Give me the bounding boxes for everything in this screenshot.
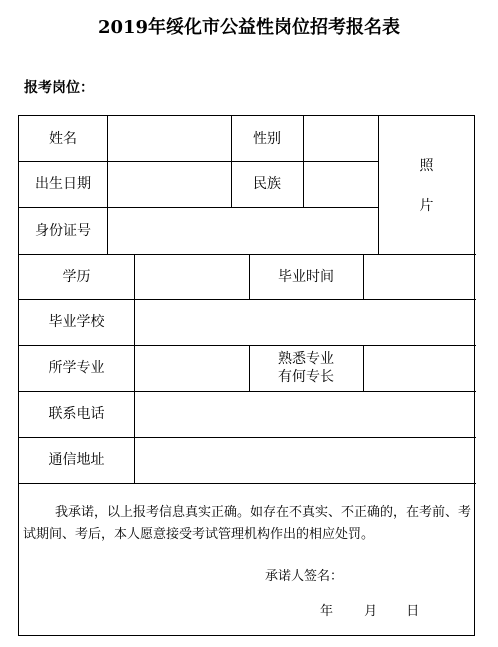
date-year: 年 — [320, 604, 334, 619]
signer-label: 承诺人签名： — [265, 569, 344, 584]
row-divider — [19, 483, 476, 484]
photo-label-1: 照 — [419, 158, 434, 174]
date-month: 月 — [364, 604, 378, 619]
col-divider — [107, 116, 108, 254]
label-graduation-time: 毕业时间 — [278, 268, 334, 285]
signature-date — [320, 600, 419, 619]
col-divider — [134, 254, 135, 483]
label-education: 学历 — [62, 268, 91, 285]
label-major: 所学专业 — [48, 360, 105, 376]
label-familiar-major-line1: 熟悉专业 — [278, 351, 334, 367]
col-divider — [303, 116, 304, 207]
label-phone: 联系电话 — [48, 406, 105, 422]
label-familiar-major — [249, 345, 363, 391]
col-divider — [363, 254, 364, 299]
label-birth-date: 出生日期 — [35, 176, 91, 192]
label-name: 姓名 — [49, 130, 77, 147]
pledge-paragraph: 我承诺，以上报考信息真实正确。如存在不真实、不正确的，在考前、考试期间、考后，本人愿意接受考试管理机构作出的相应处罚。 — [23, 505, 472, 542]
label-ethnicity: 民族 — [253, 176, 281, 192]
label-familiar-major-line2: 有何专长 — [278, 369, 334, 385]
label-gender: 性别 — [253, 130, 281, 147]
pledge-text — [23, 502, 471, 546]
label-school: 毕业学校 — [48, 314, 105, 330]
label-address: 通信地址 — [48, 452, 105, 468]
photo-box — [378, 116, 475, 254]
applied-position-label: 报考岗位： — [24, 80, 94, 96]
photo-label-2: 片 — [419, 198, 434, 214]
date-day: 日 — [406, 604, 420, 619]
col-divider — [363, 345, 364, 391]
label-id-number: 身份证号 — [35, 222, 91, 239]
page-title: 2019年绥化市公益性岗位招考报名表 — [97, 17, 401, 38]
registration-form-table — [18, 115, 475, 636]
